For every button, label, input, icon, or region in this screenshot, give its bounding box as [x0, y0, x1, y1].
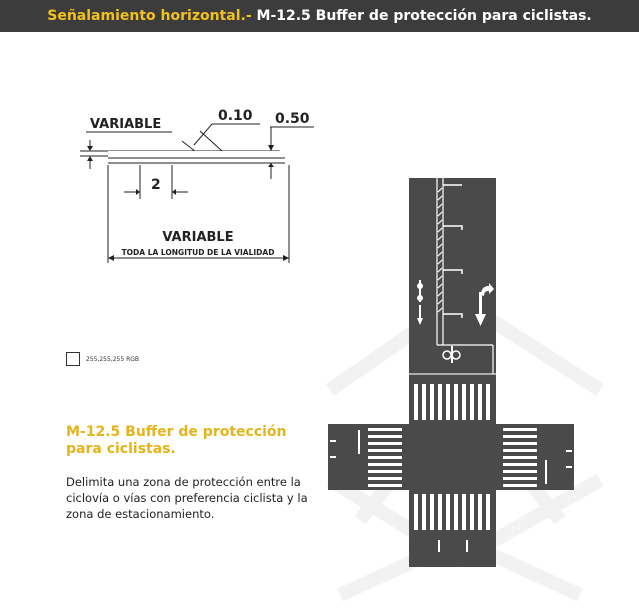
- label-variable-top: VARIABLE: [90, 117, 162, 132]
- section-description: Delimita una zona de protección entre la ciclovía o vías con preferencia ciclista y la zona de estacionamiento.: [66, 475, 308, 521]
- label-full-length: TODA LA LONGITUD DE LA VIALIDAD: [121, 248, 275, 257]
- header-highlight: Señalamiento horizontal.-: [47, 8, 252, 24]
- crosswalk-west: [368, 428, 402, 487]
- label-variable-bottom: VARIABLE: [162, 230, 234, 245]
- label-2: 2: [151, 177, 161, 193]
- header-title: M-12.5 Buffer de protección para ciclistas.: [251, 8, 592, 24]
- label-0.50: 0.50: [275, 111, 310, 127]
- section-title: M-12.5 Buffer de protección para ciclistas.: [66, 424, 287, 457]
- label-0.10: 0.10: [218, 108, 253, 124]
- color-legend-label: 255,255,255 RGB: [86, 355, 140, 363]
- crosswalk-east: [503, 428, 537, 487]
